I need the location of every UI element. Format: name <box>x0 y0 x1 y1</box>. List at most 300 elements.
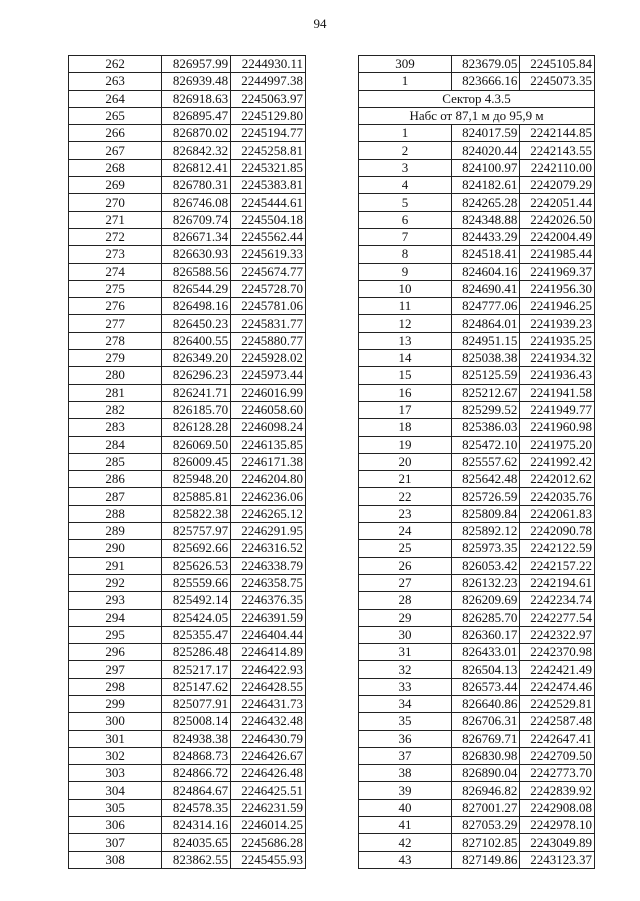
coord-x: 823862.55 <box>162 851 231 868</box>
coord-x: 824314.16 <box>162 817 231 834</box>
coord-x: 825809.84 <box>451 505 519 522</box>
coord-y: 2246430.79 <box>231 730 306 747</box>
table-row <box>359 713 595 730</box>
coord-x: 826285.70 <box>451 609 519 626</box>
point-number: 288 <box>69 505 162 522</box>
coord-y: 2245444.61 <box>231 194 306 211</box>
point-number: 287 <box>69 488 162 505</box>
table-row <box>69 765 306 782</box>
point-number: 37 <box>359 747 452 764</box>
table-row <box>69 436 306 453</box>
coord-x: 824578.35 <box>162 799 231 816</box>
point-number: 6 <box>359 211 452 228</box>
point-number: 7 <box>359 228 452 245</box>
coord-y: 2241939.23 <box>520 315 595 332</box>
table-row <box>69 834 306 851</box>
coord-x: 826349.20 <box>162 350 231 367</box>
point-number: 24 <box>359 523 452 540</box>
table-row <box>69 159 306 176</box>
point-number: 265 <box>69 107 162 124</box>
coord-y: 2242035.76 <box>520 488 595 505</box>
coord-y: 2245928.02 <box>231 350 306 367</box>
point-number: 27 <box>359 574 452 591</box>
point-number: 294 <box>69 609 162 626</box>
point-number: 43 <box>359 851 452 868</box>
coord-x: 824866.72 <box>162 765 231 782</box>
point-number: 1 <box>359 125 452 142</box>
point-number: 30 <box>359 626 452 643</box>
table-row <box>359 851 595 868</box>
coord-y: 2242079.29 <box>520 177 595 194</box>
point-number: 25 <box>359 540 452 557</box>
coord-x: 826780.31 <box>162 177 231 194</box>
coord-y: 2242144.85 <box>520 125 595 142</box>
point-number: 292 <box>69 574 162 591</box>
point-number: 270 <box>69 194 162 211</box>
coord-x: 825424.05 <box>162 609 231 626</box>
coord-x: 826296.23 <box>162 367 231 384</box>
point-number: 263 <box>69 73 162 90</box>
coord-x: 825822.38 <box>162 505 231 522</box>
coord-y: 2242051.44 <box>520 194 595 211</box>
coord-y: 2241934.32 <box>520 350 595 367</box>
table-row <box>359 419 595 436</box>
table-row <box>69 747 306 764</box>
table-row <box>69 782 306 799</box>
point-number: 290 <box>69 540 162 557</box>
point-number: 266 <box>69 125 162 142</box>
table-row <box>69 194 306 211</box>
point-number: 5 <box>359 194 452 211</box>
coord-y: 2242277.54 <box>520 609 595 626</box>
coord-y: 2246358.75 <box>231 574 306 591</box>
point-number: 282 <box>69 401 162 418</box>
coord-y: 2242529.81 <box>520 695 595 712</box>
coord-x: 826630.93 <box>162 246 231 263</box>
coord-y: 2242839.92 <box>520 782 595 799</box>
table-row <box>359 315 595 332</box>
table-row <box>359 592 595 609</box>
coord-y: 2243123.37 <box>520 851 595 868</box>
coord-y: 2242090.78 <box>520 523 595 540</box>
point-number: 42 <box>359 834 452 851</box>
coord-y: 2241975.20 <box>520 436 595 453</box>
coord-y: 2242143.55 <box>520 142 595 159</box>
coord-x: 824035.65 <box>162 834 231 851</box>
coord-x: 825212.67 <box>451 384 519 401</box>
table-row <box>69 263 306 280</box>
point-number: 31 <box>359 644 452 661</box>
coord-y: 2246428.55 <box>231 678 306 695</box>
coord-x: 825948.20 <box>162 471 231 488</box>
coord-x: 826640.86 <box>451 695 519 712</box>
coord-x: 825217.17 <box>162 661 231 678</box>
point-number: 269 <box>69 177 162 194</box>
point-number: 36 <box>359 730 452 747</box>
table-row <box>359 384 595 401</box>
sector-subtitle-row <box>359 107 595 124</box>
point-number: 4 <box>359 177 452 194</box>
coord-x: 826769.71 <box>451 730 519 747</box>
point-number: 17 <box>359 401 452 418</box>
coord-x: 825125.59 <box>451 367 519 384</box>
point-number: 40 <box>359 799 452 816</box>
coord-y: 2246422.93 <box>231 661 306 678</box>
table-row <box>359 557 595 574</box>
coord-x: 824433.29 <box>451 228 519 245</box>
table-row <box>69 125 306 142</box>
table-row <box>359 401 595 418</box>
coord-x: 825299.52 <box>451 401 519 418</box>
table-row <box>359 142 595 159</box>
point-number: 22 <box>359 488 452 505</box>
coord-x: 827149.86 <box>451 851 519 868</box>
point-number: 303 <box>69 765 162 782</box>
coord-y: 2241960.98 <box>520 419 595 436</box>
coord-y: 2245129.80 <box>231 107 306 124</box>
coord-y: 2242004.49 <box>520 228 595 245</box>
table-row <box>69 557 306 574</box>
point-number: 9 <box>359 263 452 280</box>
coord-y: 2246404.44 <box>231 626 306 643</box>
coord-x: 826069.50 <box>162 436 231 453</box>
sector-subtitle: Набс от 87,1 м до 95,9 м <box>359 107 595 124</box>
coord-y: 2242157.22 <box>520 557 595 574</box>
coord-x: 826588.56 <box>162 263 231 280</box>
point-number: 283 <box>69 419 162 436</box>
coord-x: 824951.15 <box>451 332 519 349</box>
coord-x: 824938.38 <box>162 730 231 747</box>
table-row <box>359 782 595 799</box>
point-number: 307 <box>69 834 162 851</box>
coord-y: 2245831.77 <box>231 315 306 332</box>
point-number: 297 <box>69 661 162 678</box>
coord-y: 2242026.50 <box>520 211 595 228</box>
coord-y: 2245619.33 <box>231 246 306 263</box>
table-row <box>359 730 595 747</box>
coord-x: 824100.97 <box>451 159 519 176</box>
point-number: 309 <box>359 56 452 73</box>
coord-y: 2246098.24 <box>231 419 306 436</box>
coord-y: 2241936.43 <box>520 367 595 384</box>
point-number: 32 <box>359 661 452 678</box>
coord-x: 824017.59 <box>451 125 519 142</box>
coord-x: 825642.48 <box>451 471 519 488</box>
point-number: 13 <box>359 332 452 349</box>
coord-x: 824690.41 <box>451 280 519 297</box>
table-row <box>359 436 595 453</box>
coord-x: 827001.27 <box>451 799 519 816</box>
table-row <box>69 56 306 73</box>
table-row <box>69 280 306 297</box>
coord-y: 2241992.42 <box>520 453 595 470</box>
coord-x: 826433.01 <box>451 644 519 661</box>
table-row <box>69 851 306 868</box>
coord-x: 824604.16 <box>451 263 519 280</box>
coord-y: 2246432.48 <box>231 713 306 730</box>
coord-x: 827102.85 <box>451 834 519 851</box>
coord-x: 824020.44 <box>451 142 519 159</box>
point-number: 26 <box>359 557 452 574</box>
coord-y: 2245105.84 <box>520 56 595 73</box>
table-row <box>359 540 595 557</box>
point-number: 278 <box>69 332 162 349</box>
point-number: 273 <box>69 246 162 263</box>
coord-x: 825892.12 <box>451 523 519 540</box>
table-row <box>69 211 306 228</box>
point-number: 267 <box>69 142 162 159</box>
table-row <box>359 73 595 90</box>
coord-y: 2246431.73 <box>231 695 306 712</box>
coord-x: 826946.82 <box>451 782 519 799</box>
coord-x: 823679.05 <box>451 56 519 73</box>
table-row <box>69 315 306 332</box>
coord-y: 2242978.10 <box>520 817 595 834</box>
coord-x: 824777.06 <box>451 298 519 315</box>
table-row <box>359 228 595 245</box>
point-number: 304 <box>69 782 162 799</box>
point-number: 272 <box>69 228 162 245</box>
table-row <box>69 730 306 747</box>
coord-x: 826573.44 <box>451 678 519 695</box>
point-number: 262 <box>69 56 162 73</box>
coord-x: 826895.47 <box>162 107 231 124</box>
table-row <box>69 107 306 124</box>
point-number: 3 <box>359 159 452 176</box>
coord-y: 2246135.85 <box>231 436 306 453</box>
coord-y: 2245973.44 <box>231 367 306 384</box>
point-number: 38 <box>359 765 452 782</box>
table-row <box>69 471 306 488</box>
point-number: 41 <box>359 817 452 834</box>
point-number: 308 <box>69 851 162 868</box>
point-number: 293 <box>69 592 162 609</box>
coord-x: 824864.01 <box>451 315 519 332</box>
table-row <box>69 609 306 626</box>
table-row <box>69 678 306 695</box>
table-row <box>359 678 595 695</box>
coord-y: 2245063.97 <box>231 90 306 107</box>
point-number: 12 <box>359 315 452 332</box>
point-number: 289 <box>69 523 162 540</box>
coord-x: 825038.38 <box>451 350 519 367</box>
table-row <box>69 228 306 245</box>
table-row <box>359 765 595 782</box>
coord-x: 826812.41 <box>162 159 231 176</box>
table-row <box>69 246 306 263</box>
coord-y: 2242709.50 <box>520 747 595 764</box>
point-number: 300 <box>69 713 162 730</box>
point-number: 16 <box>359 384 452 401</box>
coord-x: 825386.03 <box>451 419 519 436</box>
table-row <box>359 505 595 522</box>
point-number: 8 <box>359 246 452 263</box>
table-row <box>359 298 595 315</box>
point-number: 21 <box>359 471 452 488</box>
table-row <box>69 644 306 661</box>
table-row <box>359 695 595 712</box>
coord-x: 825726.59 <box>451 488 519 505</box>
coord-y: 2245383.81 <box>231 177 306 194</box>
coord-x: 826870.02 <box>162 125 231 142</box>
table-row <box>359 280 595 297</box>
coord-x: 824348.88 <box>451 211 519 228</box>
coord-y: 2246204.80 <box>231 471 306 488</box>
coord-y: 2241935.25 <box>520 332 595 349</box>
coord-y: 2245504.18 <box>231 211 306 228</box>
table-row <box>69 367 306 384</box>
coord-y: 2246425.51 <box>231 782 306 799</box>
table-row <box>69 505 306 522</box>
coord-x: 826360.17 <box>451 626 519 643</box>
coord-y: 2242234.74 <box>520 592 595 609</box>
coord-x: 826709.74 <box>162 211 231 228</box>
coord-y: 2242370.98 <box>520 644 595 661</box>
coord-y: 2246391.59 <box>231 609 306 626</box>
coord-y: 2246414.89 <box>231 644 306 661</box>
table-row <box>359 211 595 228</box>
point-number: 275 <box>69 280 162 297</box>
table-row <box>69 453 306 470</box>
coord-x: 825008.14 <box>162 713 231 730</box>
table-row <box>359 56 595 73</box>
point-number: 2 <box>359 142 452 159</box>
point-number: 298 <box>69 678 162 695</box>
coord-y: 2242061.83 <box>520 505 595 522</box>
table-row <box>69 817 306 834</box>
coord-x: 826957.99 <box>162 56 231 73</box>
coord-y: 2241985.44 <box>520 246 595 263</box>
table-row <box>359 246 595 263</box>
coord-x: 826890.04 <box>451 765 519 782</box>
coord-x: 826918.63 <box>162 90 231 107</box>
table-row <box>359 159 595 176</box>
table-row <box>359 350 595 367</box>
table-row <box>359 194 595 211</box>
coord-y: 2246316.52 <box>231 540 306 557</box>
point-number: 34 <box>359 695 452 712</box>
coord-x: 825885.81 <box>162 488 231 505</box>
coord-y: 2242194.61 <box>520 574 595 591</box>
coord-y: 2243049.89 <box>520 834 595 851</box>
table-row <box>69 799 306 816</box>
coord-y: 2246014.25 <box>231 817 306 834</box>
coord-x: 825626.53 <box>162 557 231 574</box>
sector-title-row <box>359 90 595 107</box>
table-row <box>359 747 595 764</box>
coord-y: 2245781.06 <box>231 298 306 315</box>
coord-x: 825559.66 <box>162 574 231 591</box>
point-number: 284 <box>69 436 162 453</box>
coord-y: 2242421.49 <box>520 661 595 678</box>
coord-y: 2245562.44 <box>231 228 306 245</box>
coord-y: 2241941.58 <box>520 384 595 401</box>
coord-y: 2241946.25 <box>520 298 595 315</box>
table-row <box>359 799 595 816</box>
table-row <box>359 523 595 540</box>
sector-title: Сектор 4.3.5 <box>359 90 595 107</box>
coord-y: 2245728.70 <box>231 280 306 297</box>
coordinates-table-right <box>358 55 595 869</box>
table-row <box>359 453 595 470</box>
coord-y: 2246171.38 <box>231 453 306 470</box>
point-number: 279 <box>69 350 162 367</box>
table-row <box>359 332 595 349</box>
point-number: 10 <box>359 280 452 297</box>
table-row <box>69 488 306 505</box>
coord-x: 825757.97 <box>162 523 231 540</box>
table-row <box>359 367 595 384</box>
coord-x: 825692.66 <box>162 540 231 557</box>
point-number: 296 <box>69 644 162 661</box>
coord-y: 2242587.48 <box>520 713 595 730</box>
table-row <box>69 177 306 194</box>
coord-x: 824182.61 <box>451 177 519 194</box>
point-number: 281 <box>69 384 162 401</box>
point-number: 35 <box>359 713 452 730</box>
coord-y: 2245073.35 <box>520 73 595 90</box>
coord-y: 2242322.97 <box>520 626 595 643</box>
table-row <box>359 609 595 626</box>
coord-x: 825492.14 <box>162 592 231 609</box>
coord-y: 2242908.08 <box>520 799 595 816</box>
coord-x: 826053.42 <box>451 557 519 574</box>
point-number: 302 <box>69 747 162 764</box>
coord-x: 826400.55 <box>162 332 231 349</box>
coord-y: 2241969.37 <box>520 263 595 280</box>
coord-x: 824868.73 <box>162 747 231 764</box>
coord-x: 825557.62 <box>451 453 519 470</box>
point-number: 33 <box>359 678 452 695</box>
coord-x: 826241.71 <box>162 384 231 401</box>
coord-y: 2246426.67 <box>231 747 306 764</box>
point-number: 306 <box>69 817 162 834</box>
point-number: 285 <box>69 453 162 470</box>
coord-x: 826450.23 <box>162 315 231 332</box>
coord-y: 2242474.46 <box>520 678 595 695</box>
coord-x: 826132.23 <box>451 574 519 591</box>
coord-x: 825472.10 <box>451 436 519 453</box>
coord-y: 2245674.77 <box>231 263 306 280</box>
table-row <box>69 574 306 591</box>
coord-y: 2244930.11 <box>231 56 306 73</box>
point-number: 11 <box>359 298 452 315</box>
coord-x: 826209.69 <box>451 592 519 609</box>
coord-y: 2245686.28 <box>231 834 306 851</box>
table-row <box>359 626 595 643</box>
point-number: 20 <box>359 453 452 470</box>
table-row <box>359 644 595 661</box>
coord-y: 2242647.41 <box>520 730 595 747</box>
point-number: 280 <box>69 367 162 384</box>
point-number: 291 <box>69 557 162 574</box>
coord-x: 825286.48 <box>162 644 231 661</box>
coord-x: 826842.32 <box>162 142 231 159</box>
coord-x: 824265.28 <box>451 194 519 211</box>
coord-x: 826939.48 <box>162 73 231 90</box>
table-row <box>69 73 306 90</box>
coord-y: 2246058.60 <box>231 401 306 418</box>
table-row <box>69 713 306 730</box>
table-row <box>69 661 306 678</box>
point-number: 264 <box>69 90 162 107</box>
coord-x: 826185.70 <box>162 401 231 418</box>
point-number: 271 <box>69 211 162 228</box>
coord-y: 2246338.79 <box>231 557 306 574</box>
table-row <box>359 834 595 851</box>
table-row <box>69 419 306 436</box>
table-row <box>359 177 595 194</box>
